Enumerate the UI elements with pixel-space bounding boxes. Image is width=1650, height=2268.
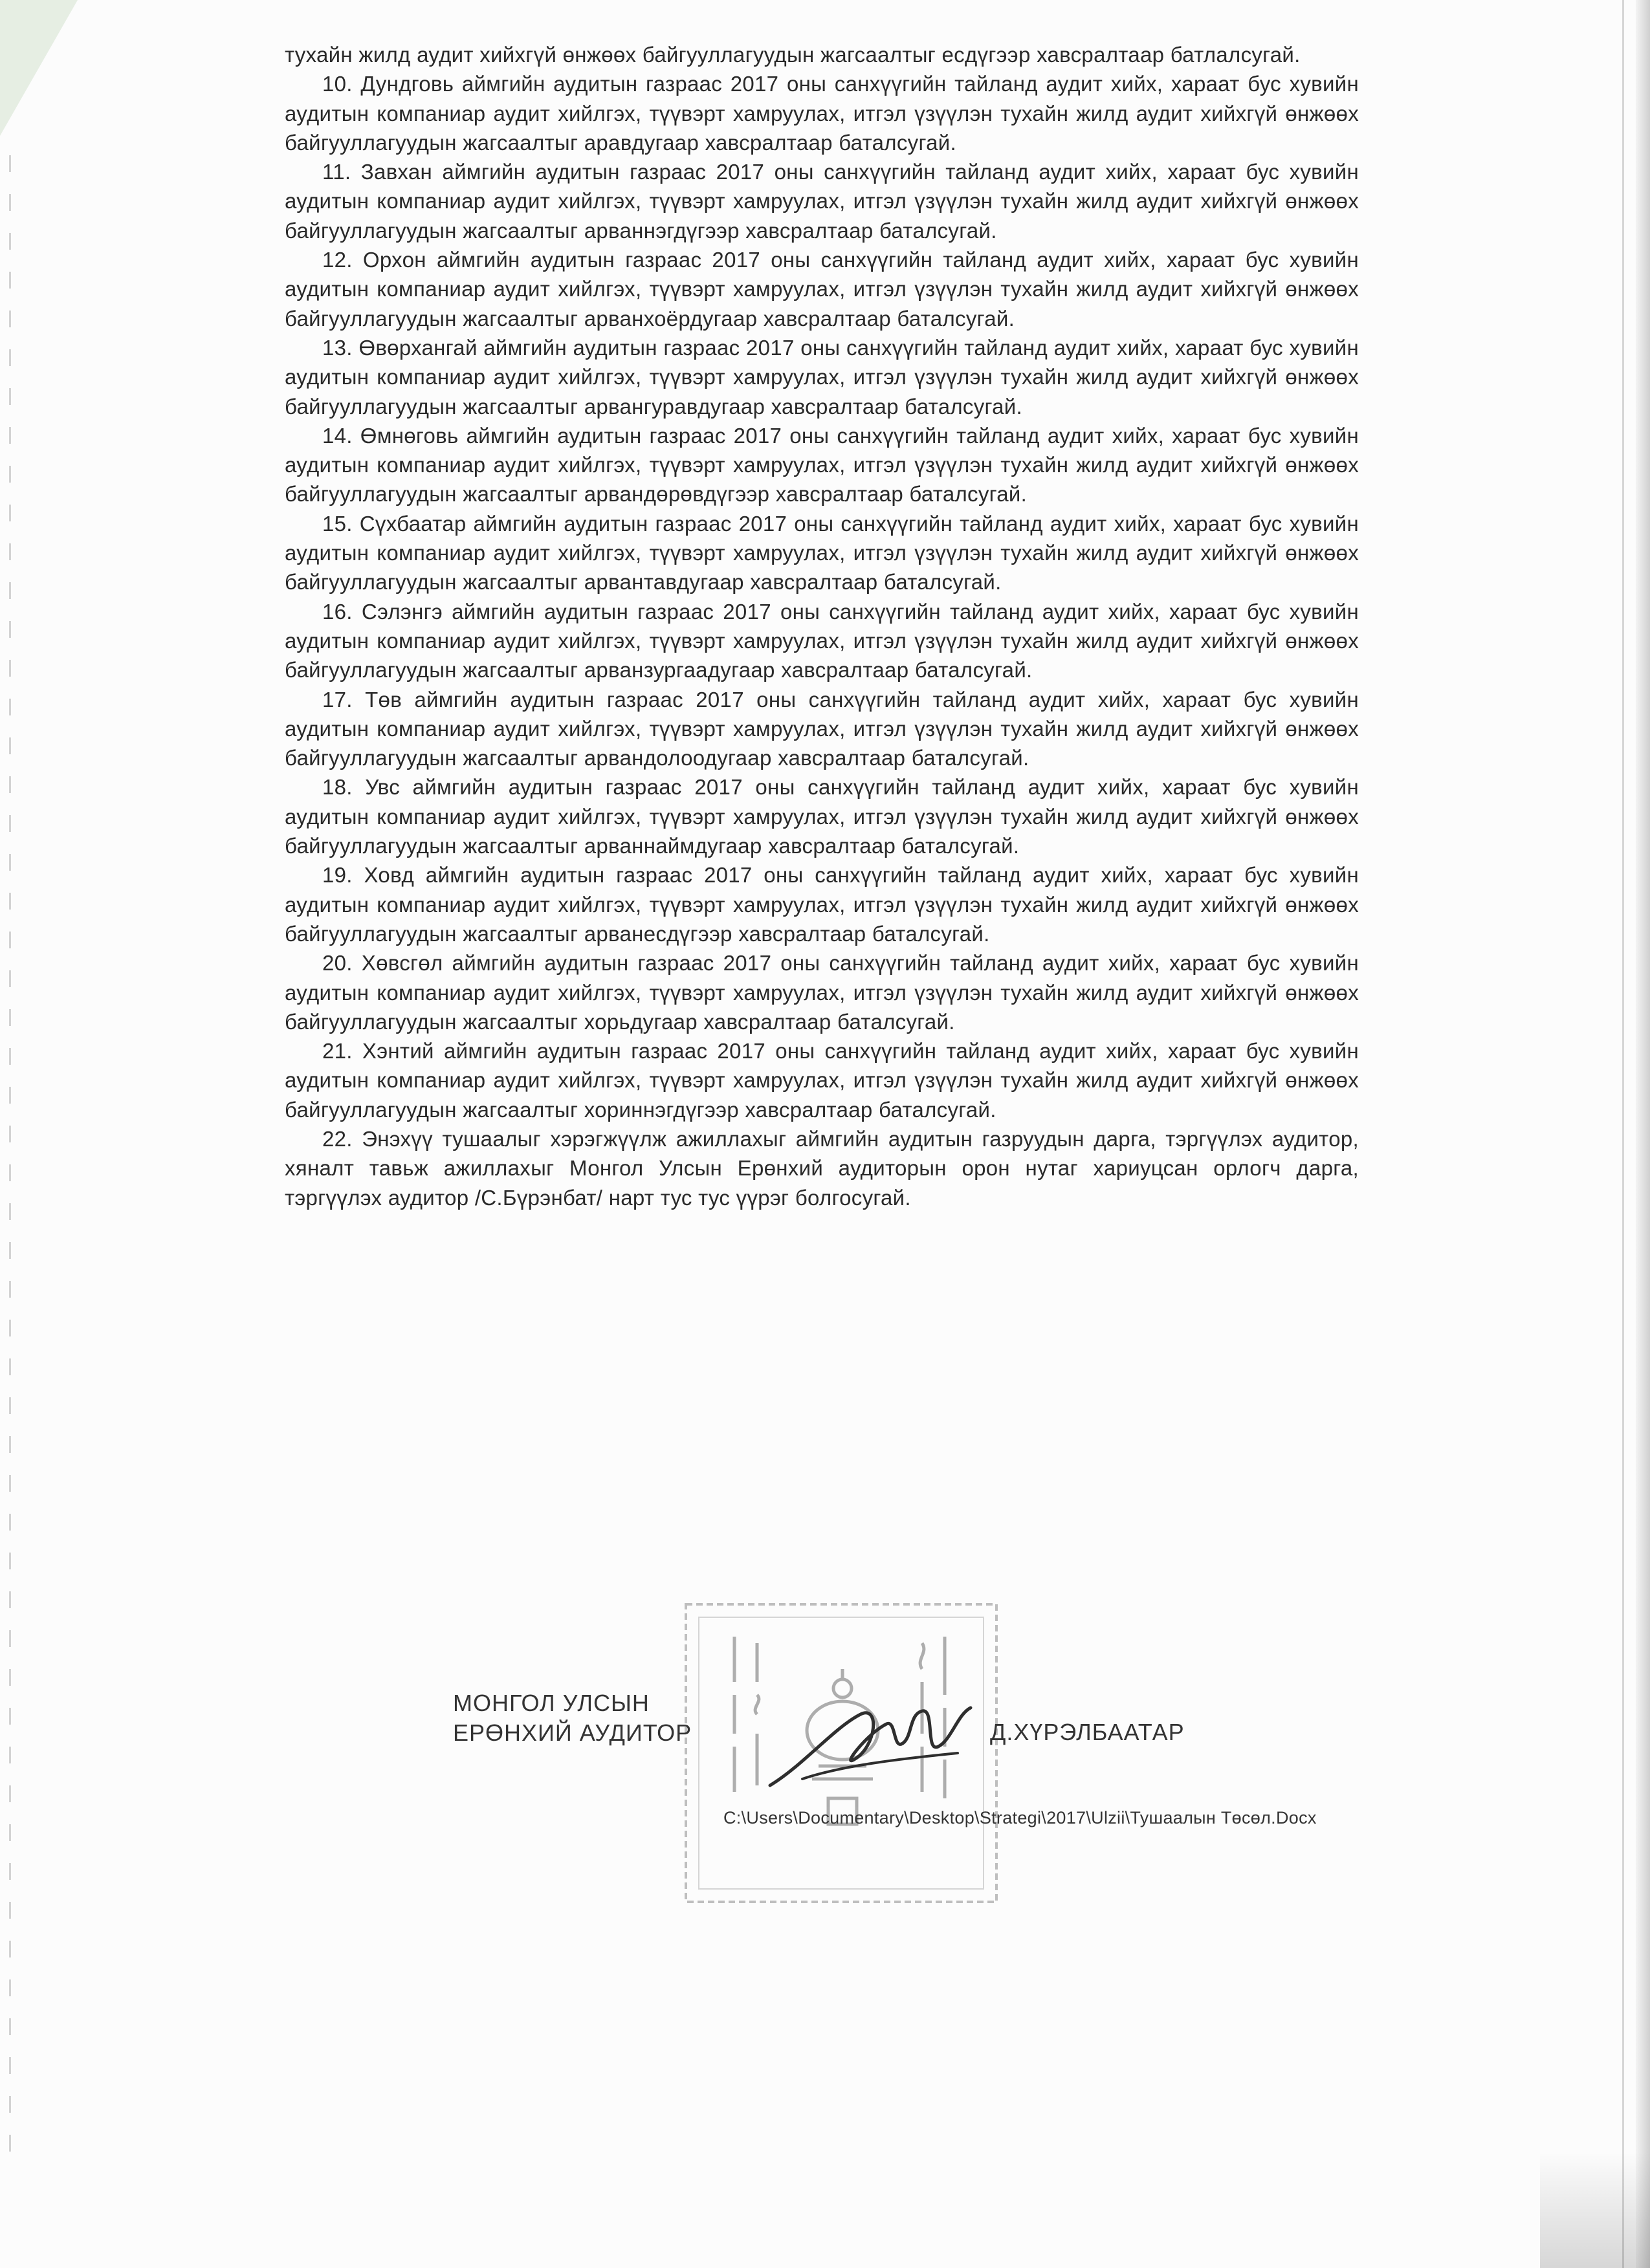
scan-left-edge	[9, 155, 11, 2161]
paragraph-12: 12. Орхон аймгийн аудитын газраас 2017 оны санхүүгийн тайланд аудит хийх, хараат бус хувийн аудитын компаниар аудит хийлгэх, түүвэрт хамруулах, итгэл үзүүлэн тухайн жилд аудит хийхгүй өнжөөх байгууллагуудын жагсаалтыг арванхоёрдугаар хавсралтаар баталсугай.	[285, 248, 1359, 331]
page-corner-fold	[0, 0, 78, 136]
scan-right-shadow-line	[1622, 0, 1624, 2268]
paragraph-15: 15. Сүхбаатар аймгийн аудитын газраас 2017 оны санхүүгийн тайланд аудит хийх, хараат бус хувийн аудитын компаниар аудит хийлгэх, түүвэрт хамруулах, итгэл үзүүлэн тухайн жилд аудит хийхгүй өнжөөх байгууллагуудын жагсаалтыг арвантавдугаар хавсралтаар баталсугай.	[285, 511, 1359, 594]
paragraph-14: 14. Өмнөговь аймгийн аудитын газраас 2017 оны санхүүгийн тайланд аудит хийх, хараат бус хувийн аудитын компаниар аудит хийлгэх, түүвэрт хамруулах, итгэл үзүүлэн тухайн жилд аудит хийхгүй өнжөөх байгууллагуудын жагсаалтыг арвандөрөвдүгээр хавсралтаар баталсугай.	[285, 423, 1359, 507]
paragraph-18: 18. Увс аймгийн аудитын газраас 2017 оны санхүүгийн тайланд аудит хийх, хараат бус хувийн аудитын компаниар аудит хийлгэх, түүвэрт хамруулах, итгэл үзүүлэн тухайн жилд аудит хийхгүй өнжөөх байгууллагуудын жагсаалтыг арваннаймдугаар хавсралтаар баталсугай.	[285, 775, 1359, 858]
paragraph-10: 10. Дундговь аймгийн аудитын газраас 2017 оны санхүүгийн тайланд аудит хийх, хараат бус хувийн аудитын компаниар аудит хийлгэх, түүвэрт хамруулах, итгэл үзүүлэн тухайн жилд аудит хийхгүй өнжөөх байгууллагуудын жагсаалтыг аравдугаар хавсралтаар баталсугай.	[285, 72, 1359, 155]
paragraph-19: 19. Ховд аймгийн аудитын газраас 2017 оны санхүүгийн тайланд аудит хийх, хараат бус хувийн аудитын компаниар аудит хийлгэх, түүвэрт хамруулах, итгэл үзүүлэн тухайн жилд аудит хийхгүй өнжөөх байгууллагуудын жагсаалтыг арванесдүгээр хавсралтаар баталсугай.	[285, 863, 1359, 946]
file-path-footer: C:\Users\Documentary\Desktop\Strategi\2017\Ulzii\Тушаалын Төсөл.Docx	[723, 1808, 1317, 1827]
paragraph-17: 17. Төв аймгийн аудитын газраас 2017 оны санхүүгийн тайланд аудит хийх, хараат бус хувийн аудитын компаниар аудит хийлгэх, түүвэрт хамруулах, итгэл үзүүлэн тухайн жилд аудит хийхгүй өнжөөх байгууллагуудын жагсаалтыг арвандолоодугаар хавсралтаар баталсугай.	[285, 687, 1359, 770]
paragraph-21: 21. Хэнтий аймгийн аудитын газраас 2017 оны санхүүгийн тайланд аудит хийх, хараат бус хувийн аудитын компаниар аудит хийлгэх, түүвэрт хамруулах, итгэл үзүүлэн тухайн жилд аудит хийхгүй өнжөөх байгууллагуудын жагсаалтыг хориннэгдүгээр хавсралтаар баталсугай.	[285, 1039, 1359, 1122]
paragraph-20: 20. Хөвсгөл аймгийн аудитын газраас 2017 оны санхүүгийн тайланд аудит хийх, хараат бус хувийн аудитын компаниар аудит хийлгэх, түүвэрт хамруулах, итгэл үзүүлэн тухайн жилд аудит хийхгүй өнжөөх байгууллагуудын жагсаалтыг хорьдугаар хавсралтаар баталсугай.	[285, 951, 1359, 1034]
signatory-title-line2: ЕРӨНХИЙ АУДИТОР	[453, 1719, 692, 1746]
paragraph-11: 11. Завхан аймгийн аудитын газраас 2017 оны санхүүгийн тайланд аудит хийх, хараат бус хувийн аудитын компаниар аудит хийлгэх, түүвэрт хамруулах, итгэл үзүүлэн тухайн жилд аудит хийхгүй өнжөөх байгууллагуудын жагсаалтыг арваннэгдүгээр хавсралтаар баталсугай.	[285, 160, 1359, 243]
handwritten-signature-icon	[764, 1688, 977, 1798]
paragraph-22: 22. Энэхүү тушаалыг хэрэгжүүлж ажиллахыг аймгийн аудитын газруудын дарга, тэргүүлэх аудитор, хяналт тавьж ажиллахыг Монгол Улсын Ерөнхий аудиторын орон нутаг хариуцсан орлогч дарга, тэргүүлэх аудитор /С.Бүрэнбат/ нарт тус тус үүрэг болгосугай.	[285, 1126, 1359, 1210]
paragraph-16: 16. Сэлэнгэ аймгийн аудитын газраас 2017 оны санхүүгийн тайланд аудит хийх, хараат бус хувийн аудитын компаниар аудит хийлгэх, түүвэрт хамруулах, итгэл үзүүлэн тухайн жилд аудит хийхгүй өнжөөх байгууллагуудын жагсаалтыг арванзургаадугаар хавсралтаар баталсугай.	[285, 599, 1359, 682]
signatory-title-line1: МОНГОЛ УЛСЫН	[453, 1690, 650, 1716]
official-seal-icon	[673, 1591, 1009, 1915]
scan-bottom-shadow	[1540, 2152, 1650, 2268]
paragraph-continuation: тухайн жилд аудит хийхгүй өнжөөх байгууллагуудын жагсаалтыг есдүгээр хавсралтаар батлалсугай.	[285, 43, 1301, 67]
paragraph-13: 13. Өвөрхангай аймгийн аудитын газраас 2017 оны санхүүгийн тайланд аудит хийх, хараат бус хувийн аудитын компаниар аудит хийлгэх, түүвэрт хамруулах, итгэл үзүүлэн тухайн жилд аудит хийхгүй өнжөөх байгууллагуудын жагсаалтыг арвангуравдугаар хавсралтаар баталсугай.	[285, 335, 1359, 419]
signatory-title	[453, 1688, 692, 1748]
signatory-name: Д.ХҮРЭЛБААТАР	[990, 1719, 1185, 1745]
scan-right-edge	[1636, 0, 1650, 2268]
document-body	[285, 40, 1359, 1212]
